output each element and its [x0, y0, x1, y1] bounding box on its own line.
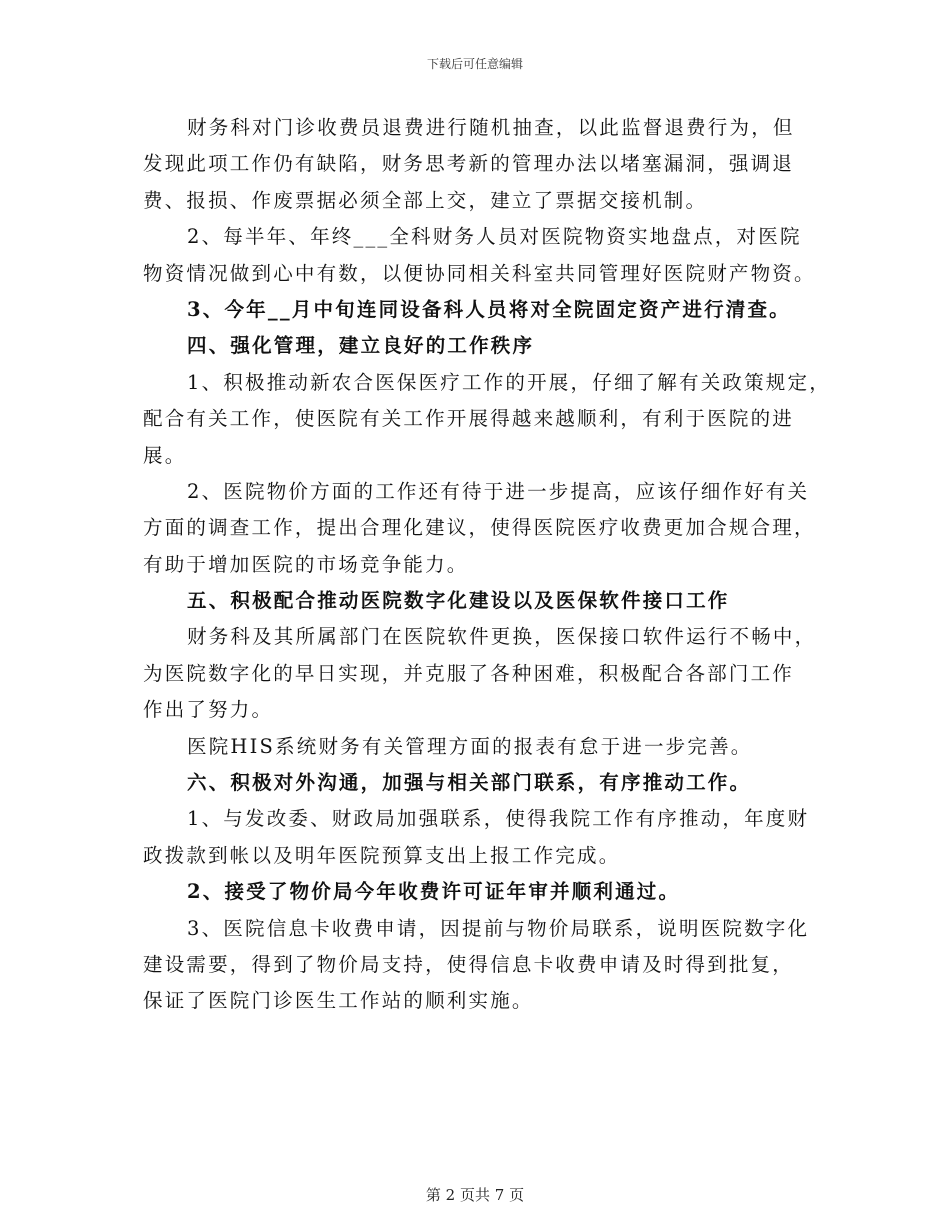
- section-heading-line: 六、积极对外沟通，加强与相关部门联系，有序推动工作。: [187, 771, 752, 795]
- text-line: 费、报损、作废票据必须全部上交，建立了票据交接机制。: [143, 188, 708, 212]
- text-line: 医院HIS系统财务有关管理方面的报表有怠于进一步完善。: [187, 734, 753, 758]
- text-line: 物资情况做到心中有数，以便协同相关科室共同管理好医院财产物资。: [143, 261, 816, 285]
- section-heading-line: 2、接受了物价局今年收费许可证年审并顺利通过。: [187, 880, 681, 904]
- text-line: 财务科对门诊收费员退费进行随机抽查，以此监督退费行为，但: [187, 116, 795, 139]
- text-line: 展。: [143, 443, 187, 467]
- text-line: 3、医院信息卡收费申请，因提前与物价局联系，说明医院数字化: [187, 916, 810, 940]
- text-line: 财务科及其所属部门在医院软件更换，医保接口软件运行不畅中，: [187, 625, 817, 649]
- text-line: 配合有关工作，使医院有关工作开展得越来越顺利，有利于医院的进: [143, 407, 795, 431]
- text-line: 发现此项工作仍有缺陷，财务思考新的管理办法以堵塞漏洞，强调退: [143, 152, 795, 176]
- text-line: 为医院数字化的早日实现，并克服了各种困难，积极配合各部门工作: [143, 661, 795, 685]
- text-line: 2、每半年、年终___全科财务人员对医院物资实地盘点，对医院: [187, 225, 802, 249]
- text-line: 2、医院物价方面的工作还有待于进一步提高，应该仔细作好有关: [187, 479, 810, 503]
- page-header: 下载后可任意编辑: [426, 57, 523, 71]
- text-line: 作出了努力。: [143, 698, 274, 722]
- document-body: [143, 110, 831, 1020]
- section-heading-line: 3、今年__月中旬连同设备科人员将对全院固定资产进行清查。: [187, 297, 791, 321]
- text-line: 1、积极推动新农合医保医疗工作的开展，仔细了解有关政策规定，: [187, 370, 831, 394]
- section-heading-line: 四、强化管理，建立良好的工作秩序: [187, 334, 535, 358]
- page-footer: 第 2 页共 7 页: [425, 1186, 525, 1204]
- text-line: 保证了医院门诊医生工作站的顺利实施。: [143, 989, 534, 1013]
- text-line: 方面的调查工作，提出合理化建议，使得医院医疗收费更加合规合理，: [143, 516, 816, 540]
- section-heading-line: 五、积极配合推动医院数字化建设以及医保软件接口工作: [187, 589, 730, 613]
- text-line: 政拨款到帐以及明年医院预算支出上报工作完成。: [143, 843, 621, 867]
- text-line: 有助于增加医院的市场竞争能力。: [143, 552, 469, 576]
- text-line: 建设需要，得到了物价局支持，使得信息卡收费申请及时得到批复，: [143, 952, 795, 976]
- text-line: 1、与发改委、财政局加强联系，使得我院工作有序推动，年度财: [187, 807, 810, 831]
